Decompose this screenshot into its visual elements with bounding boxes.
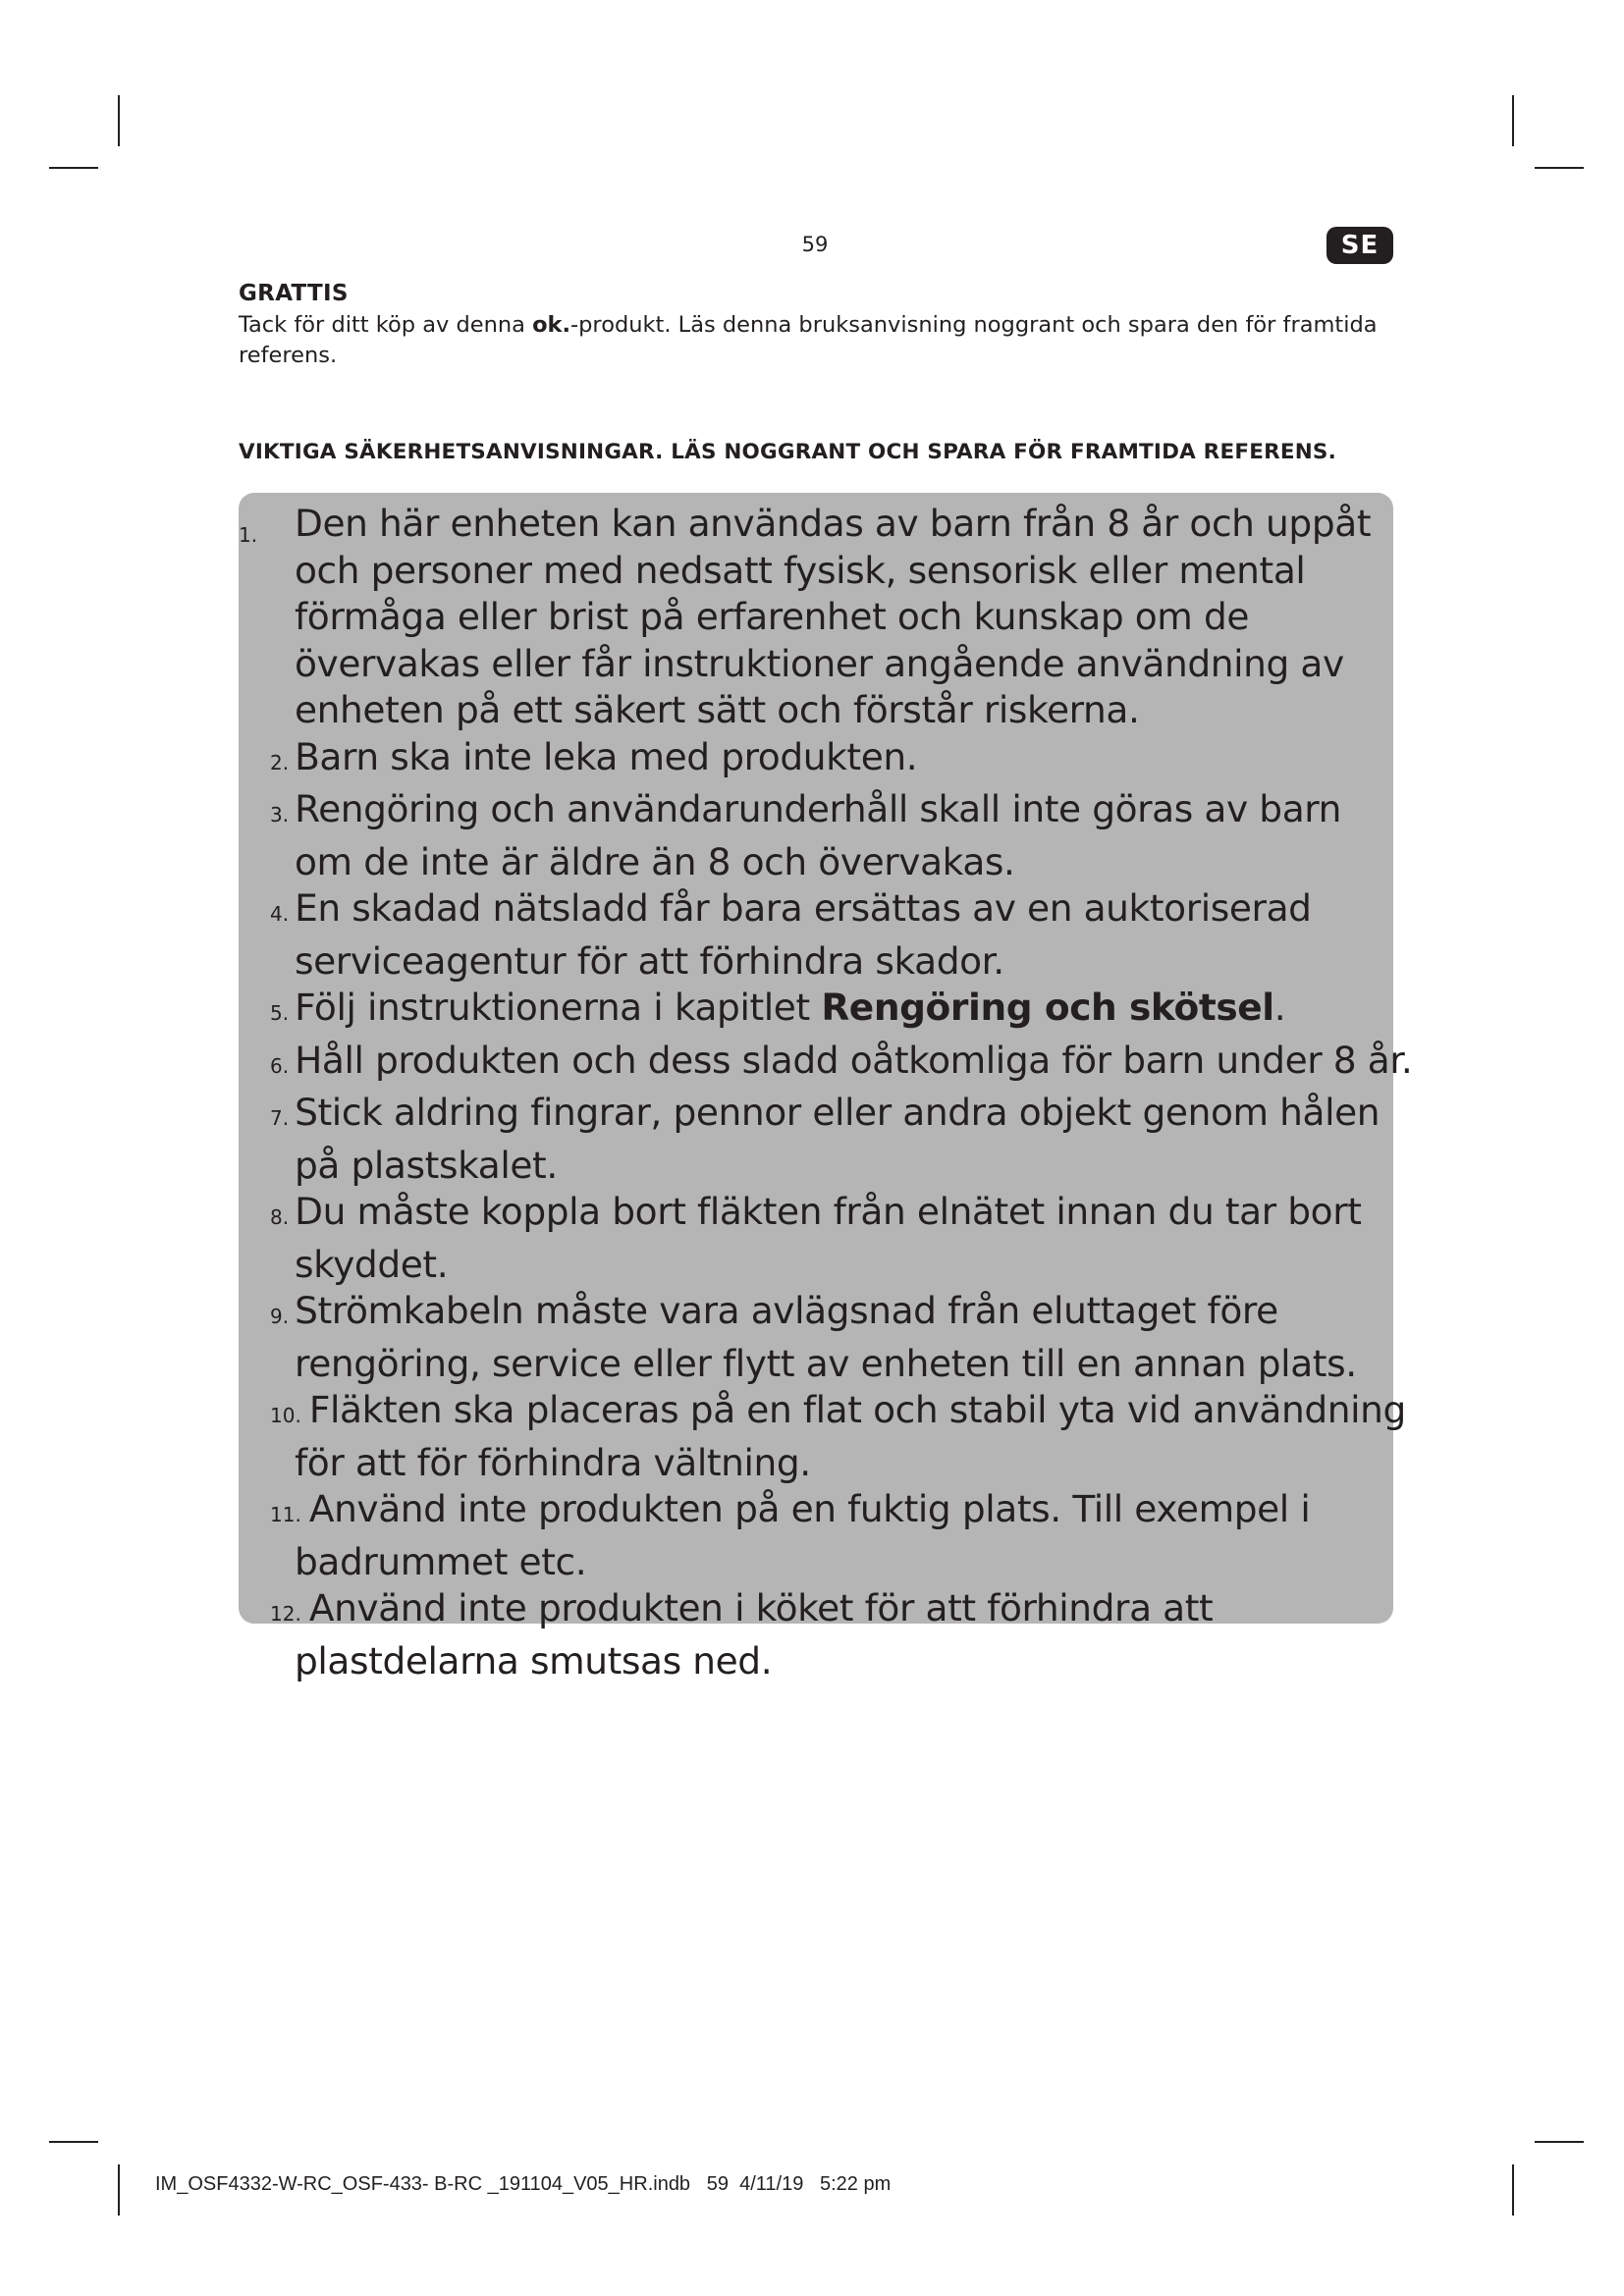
item-continuation: serviceagentur för att förhindra skador.	[295, 938, 1004, 983]
crop-mark-bottom-right-vertical	[1512, 2164, 1514, 2216]
item-continuation: på plastskalet.	[295, 1143, 558, 1187]
item-number: 5.	[270, 1001, 290, 1025]
item-number: 6.	[270, 1053, 290, 1078]
item-continuation: plastdelarna smutsas ned.	[295, 1638, 773, 1682]
item-number: 1.	[239, 523, 258, 547]
page-number: 59	[801, 233, 829, 256]
item-number: 9.	[270, 1305, 290, 1328]
item-text: Strömkabeln måste vara avlägsnad från eluttaget före	[295, 1289, 1278, 1332]
item-text: Du måste koppla bort fläkten från elnätet innan du tar bort	[295, 1190, 1362, 1233]
item-line: och personer med nedsatt fysisk, sensorisk eller mental	[295, 548, 1306, 592]
safety-item-8	[239, 1189, 1393, 1288]
safety-item-11	[239, 1486, 1393, 1585]
item-text-end: .	[1273, 986, 1286, 1029]
safety-item-4	[239, 885, 1393, 985]
item-number: 11.	[270, 1503, 301, 1526]
item-number: 3.	[270, 803, 290, 827]
safety-heading: VIKTIGA SÄKERHETSANVISNINGAR. LÄS NOGGRANT OCH SPARA FÖR FRAMTIDA REFERENS.	[239, 440, 1336, 464]
crop-mark-top-left-vertical	[118, 95, 120, 146]
safety-item-3	[239, 786, 1393, 885]
safety-item-6	[239, 1038, 1413, 1091]
item-number: 7.	[270, 1106, 290, 1130]
crop-mark-bottom-left-horizontal	[49, 2141, 98, 2143]
item-text: En skadad nätsladd får bara ersättas av en auktoriserad	[295, 886, 1312, 930]
crop-mark-bottom-right-horizontal	[1535, 2141, 1584, 2143]
language-badge: SE	[1326, 227, 1393, 264]
intro-text-before-brand: Tack för ditt köp av denna	[239, 312, 533, 338]
item-number: 8.	[270, 1205, 290, 1229]
item-number: 2.	[270, 750, 290, 774]
safety-item-1	[239, 501, 1393, 734]
item-number: 12.	[270, 1602, 301, 1626]
item-text: Stick aldring fingrar, pennor eller andra objekt genom hålen	[295, 1091, 1380, 1134]
brand-name: ok.	[532, 312, 571, 338]
item-text: Använd inte produkten i köket för att förhindra att	[308, 1586, 1214, 1629]
print-slug: IM_OSF4332-W-RC_OSF-433- B-RC _191104_V05_HR.indb 59 4/11/19 5:22 pm	[155, 2173, 892, 2195]
item-number: 4.	[270, 902, 290, 926]
intro-text-after-brand: -produkt. Läs denna bruksanvisning noggrant och spara den för framtida referens.	[239, 312, 1378, 368]
item-number: 10.	[270, 1404, 301, 1427]
item-text: Rengöring och användarunderhåll skall inte göras av barn	[295, 787, 1341, 830]
item-continuation: om de inte är äldre än 8 och övervakas.	[295, 839, 1015, 883]
crop-mark-top-left-horizontal	[49, 167, 98, 169]
item-line: övervakas eller får instruktioner angående användning av	[295, 641, 1344, 685]
safety-item-5	[239, 985, 1393, 1038]
item-line: förmåga eller brist på erfarenhet och kunskap om de	[295, 595, 1250, 638]
crop-mark-top-right-horizontal	[1535, 167, 1584, 169]
safety-item-7	[239, 1090, 1393, 1189]
item-text: Följ instruktionerna i kapitlet	[295, 986, 822, 1029]
item-text: Använd inte produkten på en fuktig plats. Till exempel i	[308, 1487, 1311, 1530]
crop-mark-top-right-vertical	[1512, 95, 1514, 146]
item-continuation: för att för förhindra vältning.	[295, 1440, 811, 1484]
intro-title: GRATTIS	[239, 281, 349, 306]
item-text: Håll produkten och dess sladd oåtkomliga för barn under 8 år.	[295, 1038, 1413, 1082]
item-continuation: skyddet.	[295, 1242, 449, 1286]
safety-item-12	[239, 1585, 1393, 1684]
item-text: Fläkten ska placeras på en flat och stabil yta vid användning	[308, 1388, 1406, 1431]
item-continuation: rengöring, service eller flytt av enheten till en annan plats.	[295, 1341, 1357, 1385]
safety-item-10	[239, 1387, 1406, 1486]
item-text: Barn ska inte leka med produkten.	[295, 734, 918, 778]
item-continuation: badrummet etc.	[295, 1539, 587, 1583]
intro-text	[239, 310, 1397, 371]
item-line: Den här enheten kan användas av barn från 8 år och uppåt	[295, 502, 1372, 545]
safety-instructions-box	[239, 493, 1413, 1682]
safety-item-2	[239, 734, 1393, 787]
safety-list	[239, 501, 1413, 1684]
safety-item-9	[239, 1288, 1393, 1387]
chapter-reference: Rengöring och skötsel	[821, 986, 1274, 1029]
item-line: enheten på ett säkert sätt och förstår riskerna.	[295, 688, 1140, 731]
crop-mark-bottom-left-vertical	[118, 2164, 120, 2216]
